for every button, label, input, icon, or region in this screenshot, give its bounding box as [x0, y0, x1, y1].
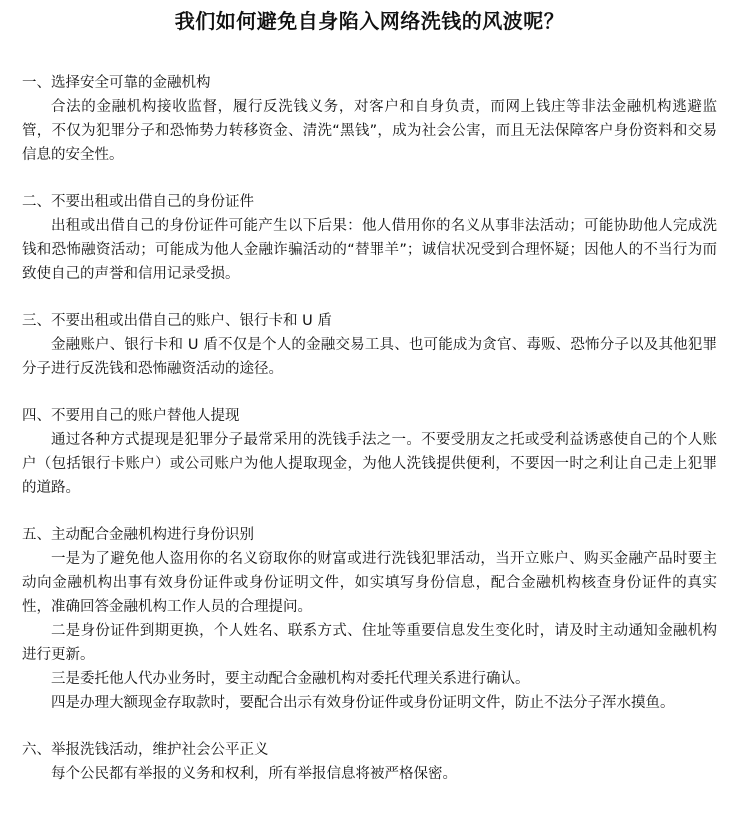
- section-paragraph: 合法的金融机构接收监督，履行反洗钱义务，对客户和自身负责，而网上钱庄等非法金融机构逃避监管，不仅为犯罪分子和恐怖势力转移资金、清洗“黑钱”，成为社会公害，而且无法保障客户身份资料和交易信息的安全性。: [22, 99, 717, 163]
- section-heading: 六、举报洗钱活动，维护社会公平正义: [22, 742, 269, 758]
- section-heading: 三、不要出租或出借自己的账户、银行卡和 U 盾: [22, 313, 332, 329]
- section-heading: 五、主动配合金融机构进行身份识别: [22, 527, 254, 543]
- section-paragraph: 三是委托他人代办业务时，要主动配合金融机构对委托代理关系进行确认。: [51, 671, 530, 687]
- section-paragraph: 金融账户、银行卡和 U 盾不仅是个人的金融交易工具、也可能成为贪官、毒贩、恐怖分子以及其他犯罪分子进行反洗钱和恐怖融资活动的途径。: [22, 337, 717, 377]
- section-heading: 二、不要出租或出借自己的身份证件: [22, 194, 254, 210]
- section-paragraph: 二是身份证件到期更换，个人姓名、联系方式、住址等重要信息发生变化时，请及时主动通知金融机构进行更新。: [22, 623, 717, 663]
- section-5: [22, 523, 717, 715]
- section-paragraph: 通过各种方式提现是犯罪分子最常采用的洗钱手法之一。不要受朋友之托或受利益诱惑使自己的个人账户（包括银行卡账户）或公司账户为他人提取现金，为他人洗钱提供便利，不要因一时之利让自己走上犯罪的道路。: [22, 432, 717, 496]
- section-paragraph: 四是办理大额现金存取款时，要配合出示有效身份证件或身份证明文件，防止不法分子浑水摸鱼。: [51, 695, 675, 711]
- section-6: [22, 738, 717, 786]
- section-paragraph: 每个公民都有举报的义务和权利，所有举报信息将被严格保密。: [51, 766, 457, 782]
- section-paragraph: 出租或出借自己的身份证件可能产生以下后果：他人借用你的名义从事非法活动；可能协助他人完成洗钱和恐怖融资活动；可能成为他人金融诈骗活动的“替罪羊”；诚信状况受到合理怀疑；因他人的不当行为而致使自己的声誉和信用记录受损。: [22, 218, 717, 282]
- section-paragraph: 一是为了避免他人盗用你的名义窃取你的财富或进行洗钱犯罪活动，当开立账户、购买金融产品时要主动向金融机构出事有效身份证件或身份证明文件，如实填写身份信息，配合金融机构核查身份证件的真实性，准确回答金融机构工作人员的合理提问。: [22, 551, 717, 615]
- section-heading: 一、选择安全可靠的金融机构: [22, 75, 211, 91]
- section-2: [22, 190, 717, 286]
- section-4: [22, 404, 717, 500]
- page-title: 我们如何避免自身陷入网络洗钱的风波呢？: [174, 9, 565, 33]
- section-1: [22, 71, 717, 167]
- section-heading: 四、不要用自己的账户替他人提现: [22, 408, 240, 424]
- section-3: [22, 309, 717, 381]
